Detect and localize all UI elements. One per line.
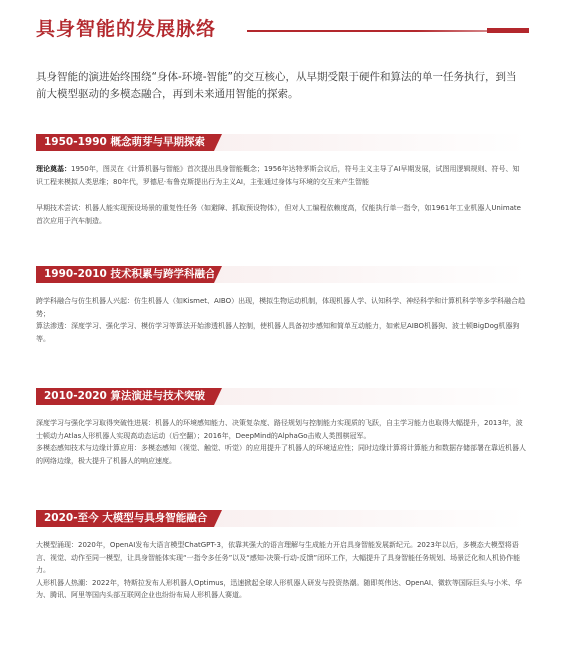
section-paragraph [36, 163, 526, 188]
section-band [36, 266, 526, 283]
section-paragraph: 算法渗透：深度学习、强化学习、模仿学习等算法开始渗透机器人控制，使机器人具备初步感知和简单互动能力，如索尼AIBO机器狗、波士顿BigDog机器狗等。 [36, 322, 520, 343]
section-band [36, 134, 526, 151]
section-heading: 1950-1990 概念萌芽与早期探索 [36, 134, 214, 151]
section-paragraph: 跨学科融合与仿生机器人兴起：仿生机器人（如Kismet、AIBO）出现，模拟生物运动机制，体现机器人学、认知科学、神经科学和计算机科学等多学科融合趋势； [36, 297, 526, 318]
section-paragraph: 人形机器人热潮：2022年，特斯拉发布人形机器人Optimus，迅速掀起全球人形机器人研发与投资热潮。随即英伟达、OpenAI、微软等国际巨头与小米、华为、腾讯、阿里等国内头部互联网企业也纷纷布局人形机器人赛道。 [36, 578, 522, 599]
intro-paragraph: 具身智能的演进始终围绕“身体-环境-智能”的交互核心，从早期受限于硬件和算法的单一任务执行，到当前大模型驱动的多模态融合，再到未来通用智能的探索。 [36, 71, 517, 100]
section-2020-present [36, 510, 526, 602]
section-1950-1990 [36, 134, 526, 227]
section-heading: 1990-2010 技术积累与跨学科融合 [36, 266, 214, 283]
paragraph-text: 1950年，图灵在《计算机器与智能》首次提出具身智能概念；1956年达特茅斯会议后，符号主义主导了AI早期发展，试图用逻辑规则、符号、知识工程来模拟人类思维；80年代，罗德尼·布鲁克斯提出行为主义AI，主张通过身体与环境的交互来产生智能 [36, 165, 520, 186]
section-paragraph: 早期技术尝试：机器人能实现预设场景的重复性任务（如避障、抓取预设物体），但对人工编程依赖度高，仅能执行单一指令，如1961年工业机器人Unimate首次应用于汽车制造。 [36, 204, 521, 225]
section-band [36, 510, 526, 527]
section-paragraph: 大模型涌现：2020年，OpenAI发布大语言模型ChatGPT-3，依靠其强大的语言理解与生成能力开启具身智能发展新纪元。2023年以后，多模态大模型将语言、视觉、动作至同一模型，让具身智能体实现“一指令多任务”以及“感知-决策-行动-反馈”闭环工作，大幅提升了具身智能任务规划、场景泛化和人机协作能力。 [36, 541, 521, 574]
section-paragraph: 多模态感知技术与边缘计算应用：多模态感知（视觉、触觉、听觉）的应用提升了机器人的环境适应性；同时边缘计算将计算能力和数据存储部署在靠近机器人的网络边缘，极大提升了机器人的响应速度。 [36, 444, 526, 465]
section-paragraph: 深度学习与强化学习取得突破性进展：机器人的环境感知能力、决策复杂度、路径规划与控制能力实现质的飞跃，自主学习能力也取得大幅提升，2013年，波士顿动力Atlas人形机器人实现高动态运动（后空翻）；2016年，DeepMind的AlphaGo击败人类围棋冠军。 [36, 419, 523, 440]
section-1990-2010 [36, 266, 526, 345]
paragraph-label: 理论奠基： [36, 165, 71, 173]
section-2010-2020 [36, 388, 526, 467]
page-title: 具身智能的发展脉络 [36, 18, 217, 40]
section-heading: 2020-至今 大模型与具身智能融合 [36, 510, 214, 527]
section-heading: 2010-2020 算法演进与技术突破 [36, 388, 214, 405]
section-band [36, 388, 526, 405]
title-divider-accent [487, 28, 529, 33]
